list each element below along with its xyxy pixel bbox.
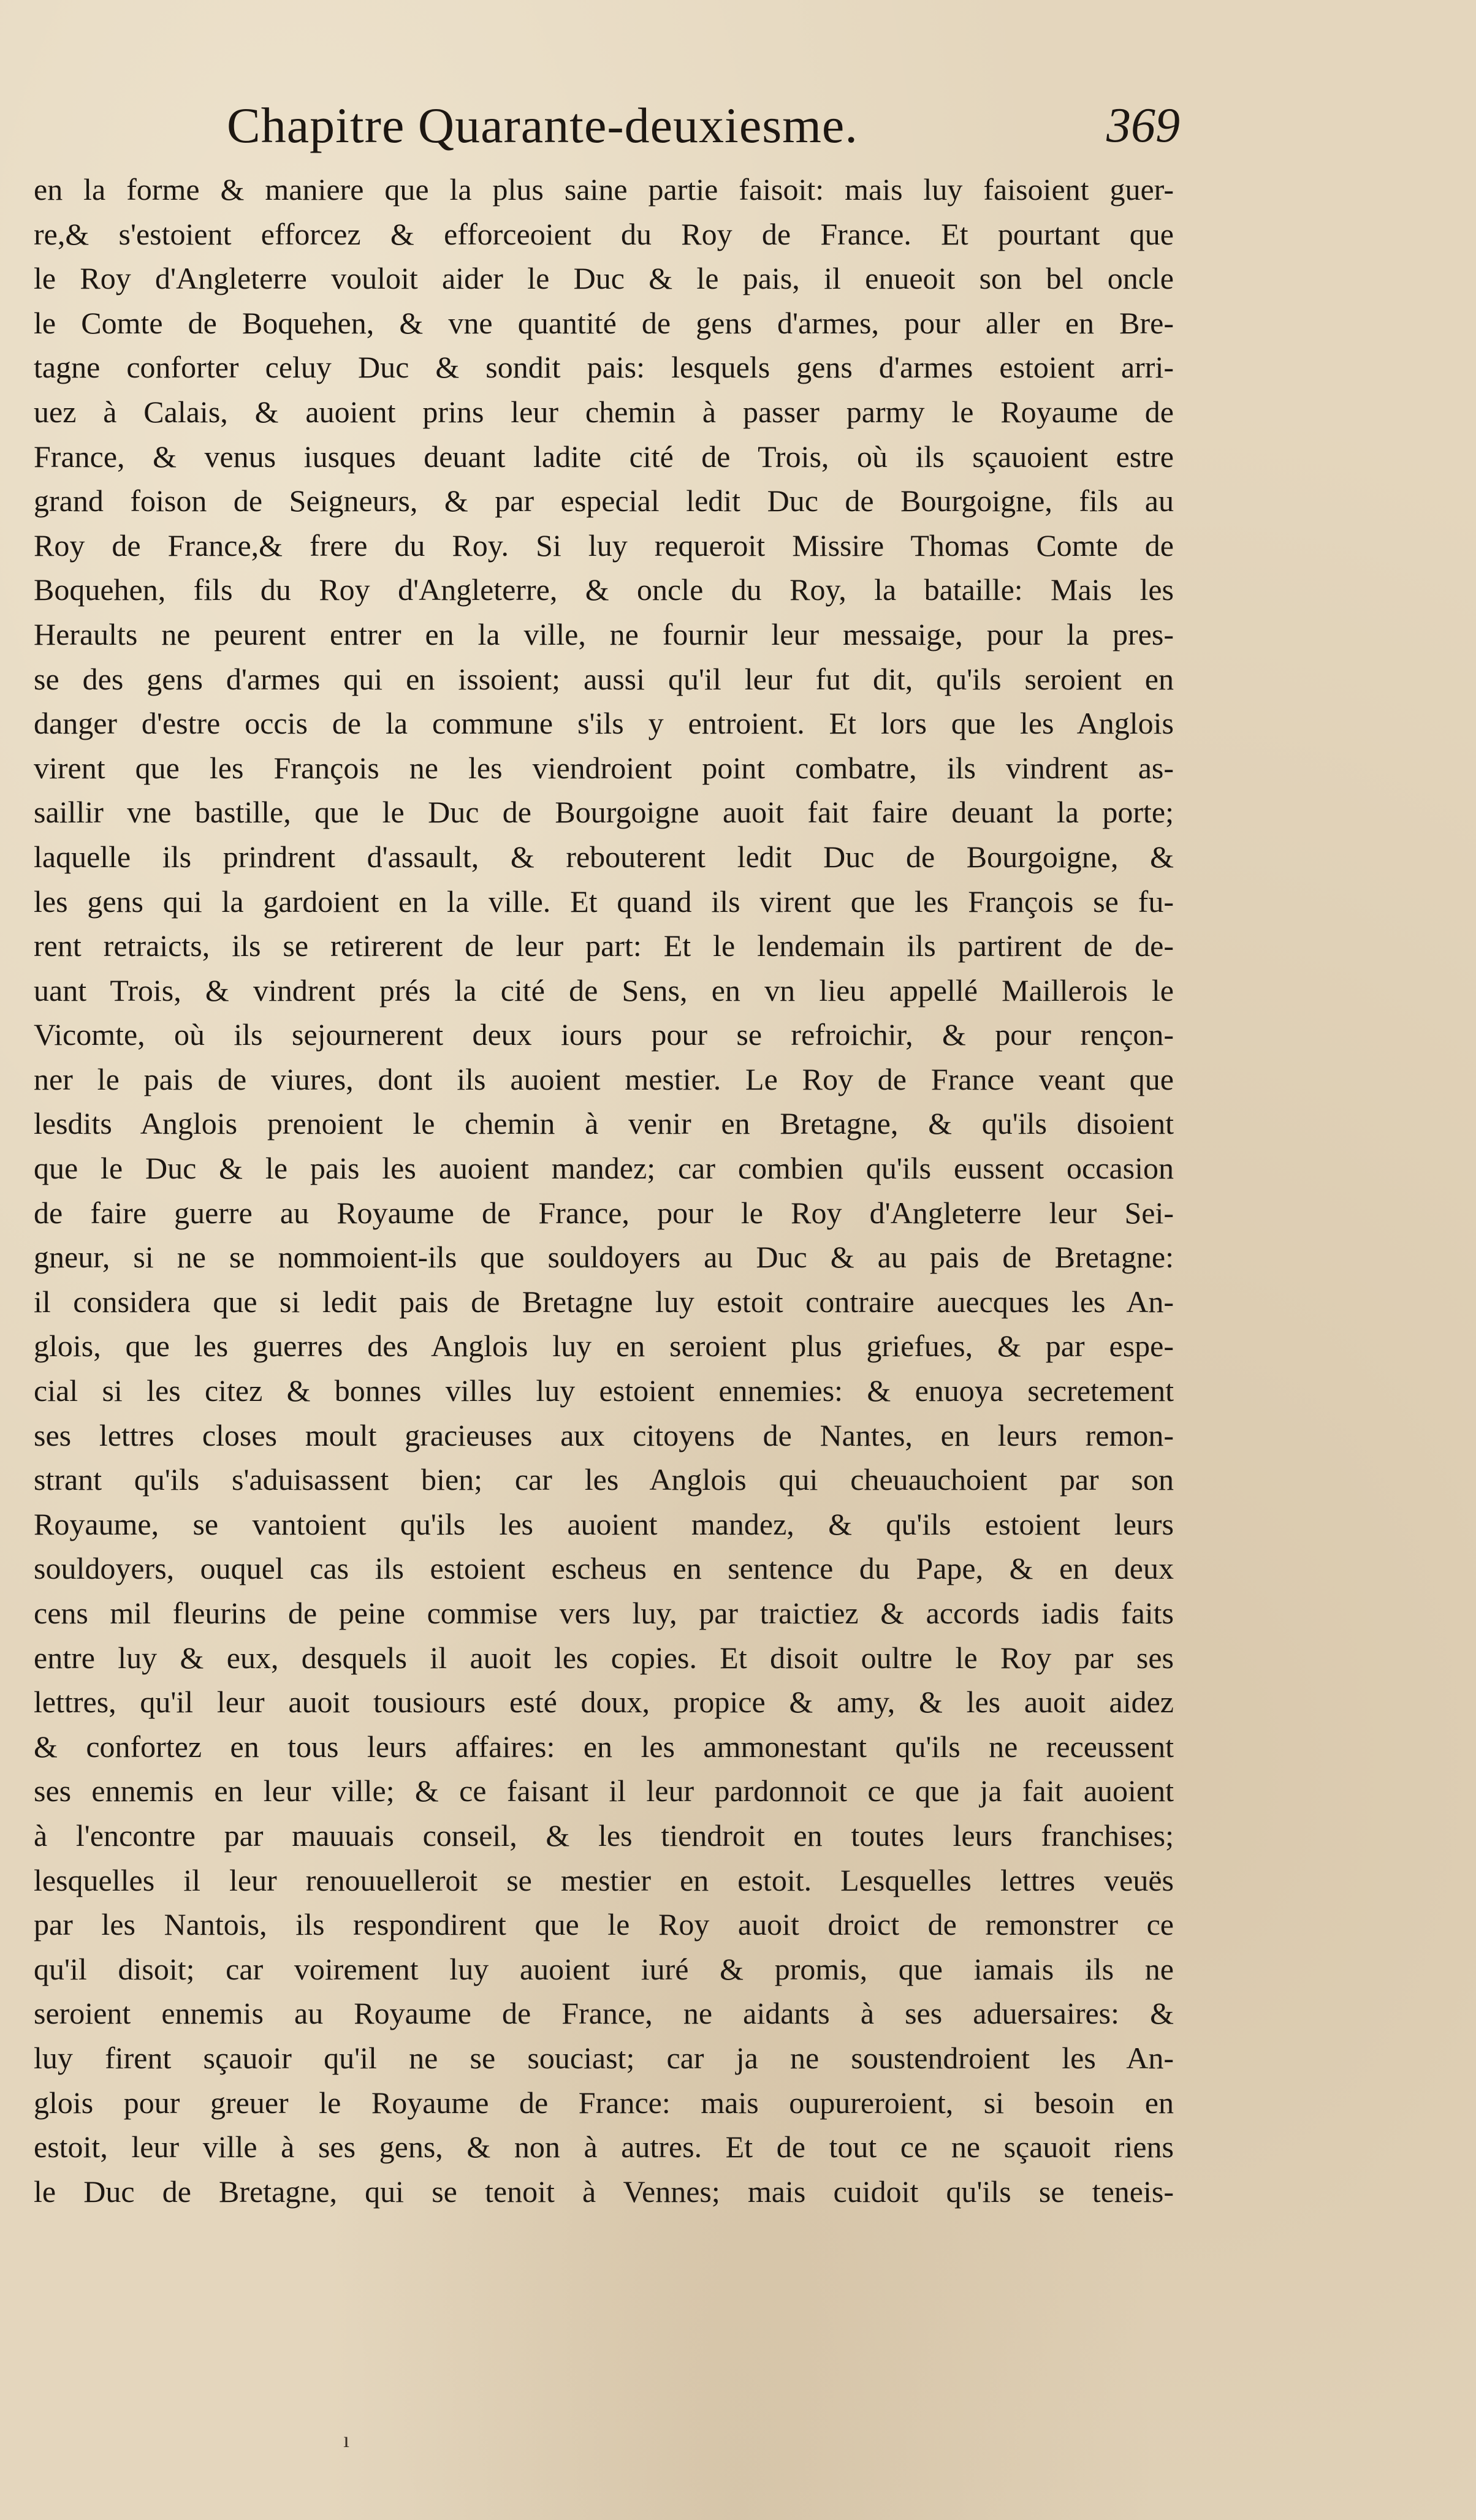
text-line: les gens qui la gardoient en la ville. Et quand ils virent que les François se fu- xyxy=(34,884,1174,919)
text-line: qu'il disoit; car voirement luy auoient iuré & promis, que iamais ils ne xyxy=(34,1951,1174,1986)
text-line: à l'encontre par mauuais conseil, & les tiendroit en toutes leurs franchises; xyxy=(34,1818,1174,1853)
text-line: grand foison de Seigneurs, & par especial ledit Duc de Bourgoigne, fils au xyxy=(34,484,1174,518)
text-line: lesquelles il leur renouuelleroit se mestier en estoit. Lesquelles lettres veuës xyxy=(34,1862,1174,1897)
text-line: luy firent sçauoir qu'il ne se souciast; car ja ne soustendroient les An- xyxy=(34,2040,1174,2075)
text-line: il considera que si ledit pais de Bretagne luy estoit contraire auecques les An- xyxy=(34,1284,1174,1319)
text-line: lettres, qu'il leur auoit tousiours esté doux, propice & amy, & les auoit aidez xyxy=(34,1685,1174,1720)
text-line: entre luy & eux, desquels il auoit les copies. Et disoit oultre le Roy par ses xyxy=(34,1640,1174,1675)
text-line: Heraults ne peurent entrer en la ville, ne fournir leur messaige, pour la pres- xyxy=(34,617,1174,651)
text-line: glois pour greuer le Royaume de France: mais oupureroient, si besoin en xyxy=(34,2085,1174,2120)
text-line: virent que les François ne les viendroient point combatre, ils vindrent as- xyxy=(34,750,1174,785)
text-line: France, & venus iusques deuant ladite cité de Trois, où ils sçauoient estre xyxy=(34,439,1174,474)
text-line: estoit, leur ville à ses gens, & non à autres. Et de tout ce ne sçauoit riens xyxy=(34,2130,1174,2165)
text-line: Roy de France,& frere du Roy. Si luy requeroit Missire Thomas Comte de xyxy=(34,528,1174,563)
text-line: Royaume, se vantoient qu'ils les auoient mandez, & qu'ils estoient leurs xyxy=(34,1506,1174,1541)
footer-mark: ı xyxy=(343,2427,350,2452)
text-line: saillir vne bastille, que le Duc de Bourgoigne auoit fait faire deuant la porte; xyxy=(34,795,1174,830)
text-line: tagne conforter celuy Duc & sondit pais: lesquels gens d'armes estoient arri- xyxy=(34,350,1174,385)
text-line: le Roy d'Angleterre vouloit aider le Duc & le pais, il enueoit son bel oncle xyxy=(34,261,1174,296)
text-line: cial si les citez & bonnes villes luy estoient ennemies: & enuoya secretement xyxy=(34,1373,1174,1408)
text-line: seroient ennemis au Royaume de France, ne aidants à ses aduersaires: & xyxy=(34,1996,1174,2031)
text-line: le Comte de Boquehen, & vne quantité de gens d'armes, pour aller en Bre- xyxy=(34,305,1174,340)
text-line: cens mil fleurins de peine commise vers luy, par traictiez & accords iadis faits xyxy=(34,1596,1174,1630)
running-title: Chapitre Quarante-deuxiesme. xyxy=(227,97,858,153)
text-line: Vicomte, où ils sejournerent deux iours pour se refroichir, & pour rençon- xyxy=(34,1017,1174,1052)
body-text xyxy=(34,167,1174,2214)
text-line: re,& s'estoient efforcez & efforceoient du Roy de France. Et pourtant que xyxy=(34,216,1174,251)
text-line: laquelle ils prindrent d'assault, & rebouterent ledit Duc de Bourgoigne, & xyxy=(34,839,1174,874)
text-line: par les Nantois, ils respondirent que le Roy auoit droict de remonstrer ce xyxy=(34,1907,1174,1942)
text-line: le Duc de Bretagne, qui se tenoit à Vennes; mais cuidoit qu'ils se teneis- xyxy=(34,2174,1174,2209)
text-line: souldoyers, ouquel cas ils estoient escheus en sentence du Pape, & en deux xyxy=(34,1551,1174,1586)
text-line: rent retraicts, ils se retirerent de leur part: Et le lendemain ils partirent de de- xyxy=(34,928,1174,963)
text-line: en la forme & maniere que la plus saine partie faisoit: mais luy faisoient guer- xyxy=(34,172,1174,207)
text-line: de faire guerre au Royaume de France, pour le Roy d'Angleterre leur Sei- xyxy=(34,1195,1174,1230)
text-line: & confortez en tous leurs affaires: en les ammonestant qu'ils ne receussent xyxy=(34,1729,1174,1764)
page-number: 369 xyxy=(1106,99,1180,153)
text-line: ses ennemis en leur ville; & ce faisant il leur pardonnoit ce que ja fait auoient xyxy=(34,1774,1174,1808)
text-line: danger d'estre occis de la commune s'ils y entroient. Et lors que les Anglois xyxy=(34,706,1174,741)
text-line: lesdits Anglois prenoient le chemin à venir en Bretagne, & qu'ils disoient xyxy=(34,1106,1174,1141)
text-line: ner le pais de viures, dont ils auoient mestier. Le Roy de France veant que xyxy=(34,1061,1174,1096)
text-line: uez à Calais, & auoient prins leur chemin à passer parmy le Royaume de xyxy=(34,394,1174,429)
text-line: gneur, si ne se nommoient-ils que souldoyers au Duc & au pais de Bretagne: xyxy=(34,1240,1174,1275)
text-line: se des gens d'armes qui en issoient; aussi qu'il leur fut dit, qu'ils seroient en xyxy=(34,661,1174,696)
text-line: ses lettres closes moult gracieuses aux citoyens de Nantes, en leurs remon- xyxy=(34,1418,1174,1452)
page-header xyxy=(227,92,1180,165)
text-line: que le Duc & le pais les auoient mandez; car combien qu'ils eussent occasion xyxy=(34,1151,1174,1186)
text-line: glois, que les guerres des Anglois luy en seroient plus griefues, & par espe- xyxy=(34,1329,1174,1364)
text-line: strant qu'ils s'aduisassent bien; car les Anglois qui cheuauchoient par son xyxy=(34,1462,1174,1497)
text-line: Boquehen, fils du Roy d'Angleterre, & oncle du Roy, la bataille: Mais les xyxy=(34,572,1174,607)
text-line: uant Trois, & vindrent prés la cité de Sens, en vn lieu appellé Maillerois le xyxy=(34,973,1174,1008)
